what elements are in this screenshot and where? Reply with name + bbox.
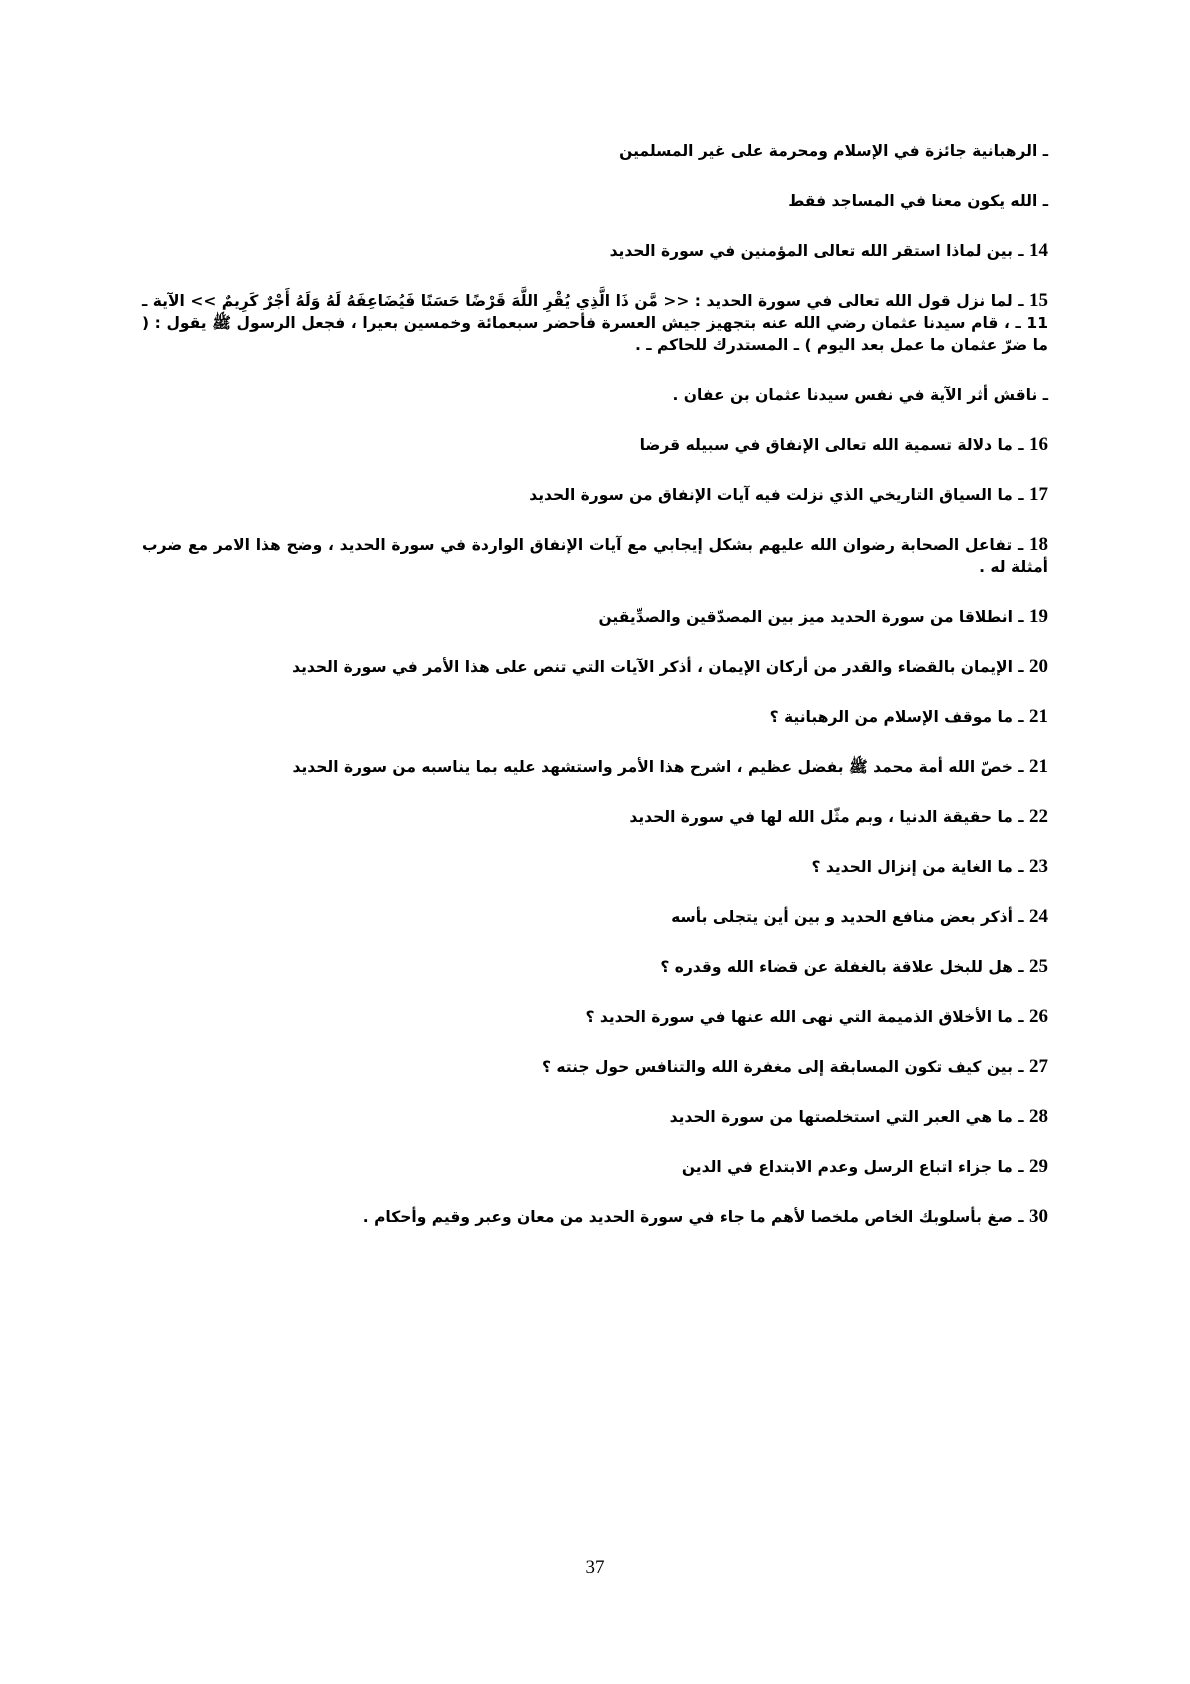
question-text: ـ ما الأخلاق الذميمة التي نهى الله عنها في سورة الحديد ؟ [585, 1008, 1029, 1026]
question-number: 16 [1029, 434, 1048, 455]
question-24 [142, 906, 1048, 928]
statement-line-1 [142, 140, 1048, 162]
question-text: ـ ما الغاية من إنزال الحديد ؟ [811, 858, 1029, 876]
question-text: ـ خصّ الله أمة محمد ﷺ بفضل عظيم ، اشرح هذا الأمر واستشهد عليه بما يناسبه من سورة الحديد [292, 758, 1029, 776]
question-text: ـ بين لماذا استقر الله تعالى المؤمنين في سورة الحديد [609, 242, 1029, 260]
question-number: 19 [1029, 606, 1048, 627]
page-number: 37 [585, 1557, 605, 1578]
question-15 [142, 290, 1048, 356]
question-text: ـ ما حقيقة الدنيا ، وبم مثّل الله لها في سورة الحديد [629, 808, 1029, 826]
question-20 [142, 656, 1048, 678]
question-28 [142, 1106, 1048, 1128]
question-number: 26 [1029, 1006, 1048, 1027]
question-text: ـ ما موقف الإسلام من الرهبانية ؟ [769, 708, 1029, 726]
question-text: ـ ما السياق التاريخي الذي نزلت فيه آيات الإنفاق من سورة الحديد [529, 486, 1029, 504]
question-30 [142, 1206, 1048, 1228]
questions-list [142, 140, 1048, 1256]
question-number: 23 [1029, 856, 1048, 877]
question-25 [142, 956, 1048, 978]
question-29 [142, 1156, 1048, 1178]
question-23 [142, 856, 1048, 878]
question-19 [142, 606, 1048, 628]
question-number: 29 [1029, 1156, 1048, 1177]
line-text: ـ الرهبانية جائزة في الإسلام ومحرمة على غير المسلمين [619, 142, 1048, 160]
question-number: 21 [1029, 706, 1048, 727]
question-21a [142, 706, 1048, 728]
question-number: 17 [1029, 484, 1048, 505]
question-number: 18 [1029, 534, 1048, 555]
question-text: ـ أذكر بعض منافع الحديد و بين أين يتجلى بأسه [671, 908, 1029, 926]
question-18 [142, 534, 1048, 578]
question-number: 15 [1029, 290, 1048, 311]
question-text: ـ ما دلالة تسمية الله تعالى الإنفاق في سبيله قرضا [639, 436, 1029, 454]
question-15-task [142, 384, 1048, 406]
line-text: ـ الله يكون معنا في المساجد فقط [788, 192, 1048, 210]
question-number: 21 [1029, 756, 1048, 777]
question-16 [142, 434, 1048, 456]
question-text: ـ بين كيف تكون المسابقة إلى مغفرة الله والتنافس حول جنته ؟ [541, 1058, 1029, 1076]
line-text: ـ ناقش أثر الآية في نفس سيدنا عثمان بن عفان . [672, 386, 1048, 404]
question-number: 22 [1029, 806, 1048, 827]
question-text: ـ هل للبخل علاقة بالغفلة عن قضاء الله وقدره ؟ [660, 958, 1029, 976]
question-number: 20 [1029, 656, 1048, 677]
question-text: ـ ما جزاء اتباع الرسل وعدم الابتداع في الدين [681, 1158, 1029, 1176]
question-number: 27 [1029, 1056, 1048, 1077]
question-21b [142, 756, 1048, 778]
question-number: 25 [1029, 956, 1048, 977]
question-text: ـ لما نزل قول الله تعالى في سورة الحديد : << مَّن ذَا الَّذِي يُقْرِ اللَّهَ قَرْضًا حَسَنًا فَيُضَاعِفَهُ لَهُ وَلَهُ أَجْرٌ كَرِيمٌ >> الآية ـ 11 ـ ، قام سيدنا عثمان رضي الله عنه بتجهيز جيش العسرة فأحضر سبعمائة وخمسين بعيرا ، فجعل الرسول ﷺ يقول : ( ما ضرّ عثمان ما عمل بعد اليوم ) ـ المستدرك للحاكم ـ . [142, 292, 1048, 354]
question-number: 30 [1029, 1206, 1048, 1227]
question-number: 14 [1029, 240, 1048, 261]
question-22 [142, 806, 1048, 828]
question-number: 28 [1029, 1106, 1048, 1127]
question-text: ـ صغ بأسلوبك الخاص ملخصا لأهم ما جاء في سورة الحديد من معان وعبر وقيم وأحكام . [362, 1208, 1029, 1226]
question-17 [142, 484, 1048, 506]
question-text: ـ ما هي العبر التي استخلصتها من سورة الحديد [669, 1108, 1029, 1126]
question-27 [142, 1056, 1048, 1078]
question-text: ـ الإيمان بالقضاء والقدر من أركان الإيمان ، أذكر الآيات التي تنص على هذا الأمر في سورة الحديد [292, 658, 1029, 676]
question-text: ـ تفاعل الصحابة رضوان الله عليهم بشكل إيجابي مع آيات الإنفاق الواردة في سورة الحديد ، وضح هذا الامر مع ضرب أمثلة له . [142, 536, 1048, 576]
statement-line-2 [142, 190, 1048, 212]
question-number: 24 [1029, 906, 1048, 927]
question-14 [142, 240, 1048, 262]
question-26 [142, 1006, 1048, 1028]
question-text: ـ انطلاقا من سورة الحديد ميز بين المصدّقين والصدِّيقين [598, 608, 1029, 626]
